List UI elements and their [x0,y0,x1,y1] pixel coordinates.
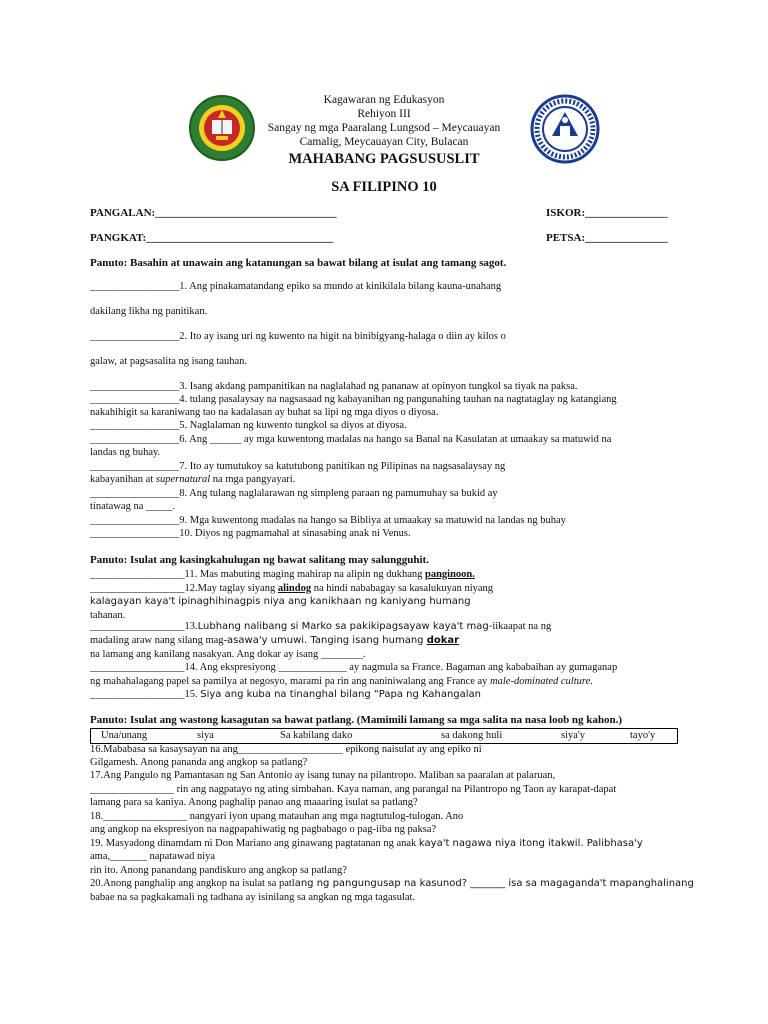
q20-text-b: ang ng pangungusap na kasunod? _______ isa sa magaganda't mapanghalinang [294,878,694,889]
header-region: Rehiyon III [357,108,411,120]
question-7-line2 [90,473,295,486]
q12-underlined-word: alindog [277,583,312,594]
question-6-line2: landas ng buhay. [90,447,161,458]
q7-text-a: kabayanihan at [90,474,156,485]
q14-text: ng mahahalagang papel sa pamilya at negosyo, marami pa rin ang naniniwalang ang France ay [90,676,491,687]
part2-directions: Panuto: Isulat ang kasingkahulugan ng bawat salitang may salungguhit. [90,554,429,566]
question-13-line2 [90,634,459,647]
q15-text: Siya ang kuba na tinanghal bilang “Papa ng Kahangalan [200,689,482,700]
name-field[interactable]: PANGALAN:_________________________________ [90,207,337,219]
question-6-line1[interactable]: _________________6. Ang ______ ay mga kuwentong madalas na hango sa Banal na Kasulatan at umaakay sa matuwid na [90,434,612,445]
q12-text-b: na hindi nababagay sa kasalukuyan niyang [311,583,494,594]
question-17-line3: lamang para sa kaniya. Anong paghalip panao ang maaaring isulat sa patlang? [90,797,418,808]
question-12-line2: kalagayan kaya't ipinaghihinagpis niya ang kanikhaan ng kaniyang humang [90,596,471,607]
q13-underlined-word: dokar [426,635,460,646]
question-17-line1: 17.Ang Pangulo ng Pamantasan ng San Antonio ay isang tunay na pilantropo. Maliban sa paaralan at palaruan, [90,770,556,781]
question-14-line2 [90,675,593,688]
q13-blank: __________________13. [90,621,198,632]
part1-directions: Panuto: Basahin at unawain ang katanungan sa bawat bilang at isulat ang tamang sagot. [90,257,507,269]
header-address: Camalig, Meycauayan City, Bulacan [299,136,469,148]
choice-6: tayo'y [630,730,656,741]
q20-text-a: 20.Anong panghalip ang angkop na isulat sa patl [90,878,295,889]
q7-text-b: na mga pangyayari. [210,474,296,485]
header-department: Kagawaran ng Edukasyon [323,94,445,106]
q13-text-d: asawa'y umuwi. Tanging isang humang [227,635,427,646]
question-17-line2[interactable]: ________________ rin ang nagpatayo ng ating simbahan. Kaya naman, ang parangal na Pilantropo ng Taon ay karapat-dapat [90,784,617,795]
question-20-line1[interactable] [90,877,694,890]
question-8-line2: tinatawag na _____. [90,501,175,512]
question-19-line3: rin ito. Anong panandang pandiskuro ang angkop sa patlang? [90,865,347,876]
question-4-line2: nakahihigit sa karaniwang tao na kadalasan ay buhat sa lipi ng mga diyos o diyosa. [90,407,439,418]
choice-1: Una/unang [101,730,148,741]
question-11[interactable] [90,568,475,581]
q14-italic: male-dominated culture. [490,676,593,687]
question-18-line2: ang angkop na ekspresiyon na nagpapahiwatig ng pagbabago o pag-iiba ng paksa? [90,824,437,835]
header-division: Sangay ng mga Paaralang Lungsod – Meycauayan [267,122,501,134]
q13-text-b: iikaapat na ng [492,621,552,632]
question-3[interactable]: _________________3. Isang akdang pampanitikan na naglalahad ng pananaw at opinyon tungkol sa tiyak na paksa. [90,381,578,392]
part3-directions: Panuto: Isulat ang wastong kasagutan sa bawat patlang. (Mamimili lamang sa mga salita na nasa loob ng kahon.) [90,714,623,726]
q19-text-b: kaya't nagawa niya itong itakwil. Palibhasa'y [418,838,643,849]
question-10[interactable]: _________________10. Diyos ng pagmamahal at sinasabing anak ni Venus. [90,528,411,539]
question-18-line1[interactable]: 18.________________ nangyari iyon upang matauhan ang mga nagtutulog-tulogan. Ano [90,811,464,822]
question-9[interactable]: _________________9. Mga kuwentong madalas na hango sa Bibliya at umaakay sa matuwid na landas ng buhay [90,515,566,526]
word-choice-box [90,728,678,744]
exam-title: MAHABANG PAGSUSUSLIT [288,151,480,167]
q19-text-a: 19. Masyadong dinamdam ni Don Mariano ang ginawang pagtatanan ng anak [90,838,419,849]
question-2-line2: galaw, at pagsasalita ng isang tauhan. [90,356,248,367]
question-13-line1[interactable] [90,620,551,633]
question-16-line2: Gilgamesh. Anong pananda ang angkop sa patlang? [90,757,308,768]
q12-text-a: __________________12.May taglay siyang [90,583,278,594]
q11-underlined-word: panginoon. [425,569,475,580]
choice-5: siya'y [561,730,586,741]
question-20-line2: babae na sa pagkakamali ng tadhana ay isinilang sa angkan ng mga tagasulat. [90,892,416,903]
section-field[interactable]: PANGKAT:__________________________________ [90,232,334,244]
exam-subject: SA FILIPINO 10 [331,179,437,195]
question-5[interactable]: _________________5. Naglalaman ng kuwento tungkol sa diyos at diyosa. [90,420,407,431]
question-7-line1[interactable]: _________________7. Ito ay tumutukoy sa katutubong panitikan ng Pilipinas na nagsasalaysay ng [90,461,506,472]
question-14-line1[interactable]: __________________14. Ang ekspresiyong _____________ ay nagmula sa France. Bagaman ang kababaihan ay gumaganap [90,662,618,673]
choice-2: siya [197,730,214,741]
q13-text-c: madaling araw nang silang mag- [90,635,228,646]
question-12-line1[interactable] [90,582,493,595]
question-19-line2[interactable]: ama,_______ napatawad niya [90,851,216,862]
score-field[interactable]: ISKOR:_______________ [546,207,668,219]
q11-text: __________________11. Mas mabuting maging mahirap na alipin ng dukhang [90,569,425,580]
q15-blank: __________________15. [90,689,201,700]
question-1-line1[interactable]: _________________1. Ang pinakamatandang epiko sa mundo at kinikilala bilang kauna-unahang [90,281,502,292]
question-16-line1[interactable]: 16.Mababasa sa kasaysayan na ang____________________ epikong naisulat ay ang epiko ni [90,744,482,755]
question-2-line1[interactable]: _________________2. Ito ay isang uri ng kuwento na higit na binibigyang-halaga o diin ay kilos o [90,331,506,342]
question-1-line2: dakilang likha ng panitikan. [90,306,208,317]
question-12-line3: tahanan. [90,610,126,621]
date-field[interactable]: PETSA:_______________ [546,232,668,244]
question-4-line1[interactable]: _________________4. tulang pasalaysay na nagsasaad ng kabayanihan ng pangunahing tauhan na nagtataglay ng katangiang [90,394,617,405]
choice-4: sa dakong huli [441,730,503,741]
q7-supernatural: supernatural [155,474,211,485]
choice-3: Sa kabilang dako [280,730,353,741]
question-19-line1 [90,837,643,850]
question-13-line3: na lamang ang kanilang nasakyan. Ang dokar ay isang ________. [90,649,366,660]
question-8-line1[interactable]: _________________8. Ang tulang naglalarawan ng simpleng paraan ng pamumuhay sa bukid ay [90,488,498,499]
question-15[interactable] [90,688,481,701]
q13-text-a: Lubhang nalibang si Marko sa pakikipagsayaw kaya't mag- [197,621,493,632]
